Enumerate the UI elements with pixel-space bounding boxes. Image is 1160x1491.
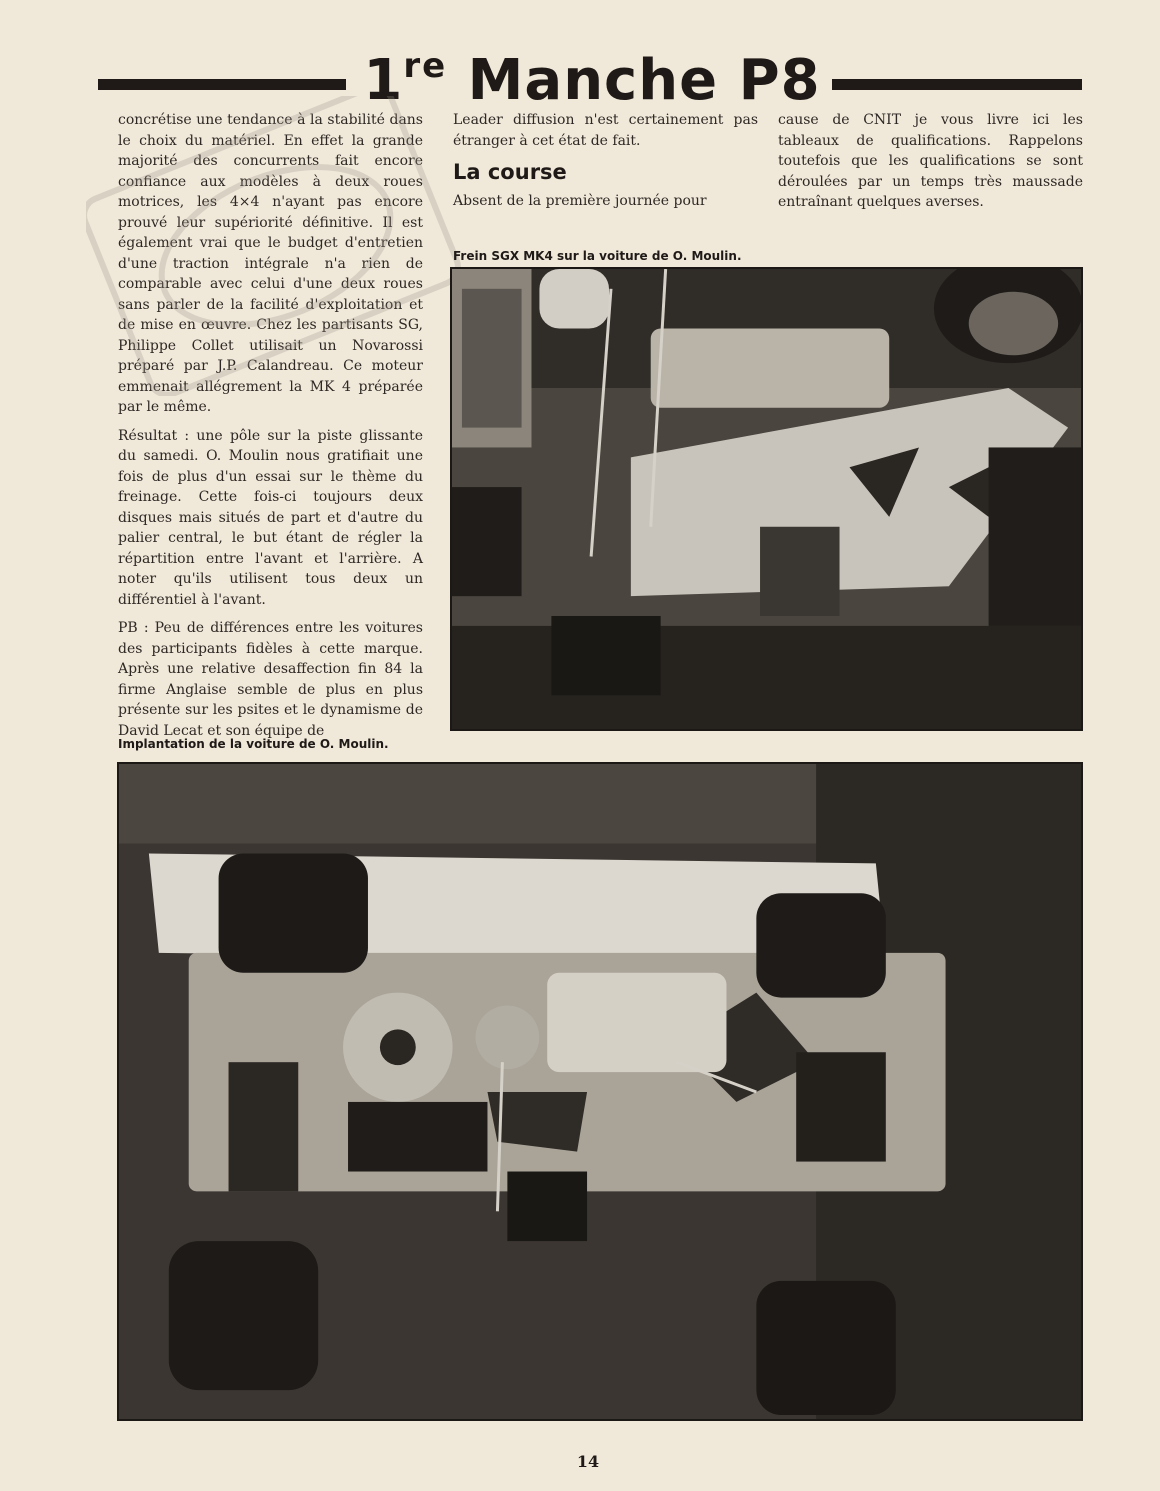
paragraph: Leader diffusion n'est certainement pas étranger à cet état de fait. xyxy=(453,112,758,149)
photo-caption-top: Frein SGX MK4 sur la voiture de O. Moulin. xyxy=(453,249,742,263)
title-superscript: re xyxy=(403,46,448,86)
title-main: Manche P8 xyxy=(467,48,821,113)
paragraph: cause de CNIT je vous livre ici les tableaux de qualifications. Rappelons toutefois que les qualifications se sont déroulées par un temps très maussade entraînant quelques averses. xyxy=(778,112,1083,210)
photo-car-layout xyxy=(117,762,1083,1421)
paragraph: Résultat : une pôle sur la piste glissante du samedi. O. Moulin nous gratifiait une fois de plus d'un essai sur le thème du freinage. Cette fois-ci toujours deux disques mais situés de part et d'autre du palier central, le but étant de régler la répartition entre l'avant et l'arrière. A noter qu'ils utilisent tous deux un différentiel à l'avant. xyxy=(118,427,423,608)
title-rule-right xyxy=(832,79,1082,90)
paragraph: concrétise une tendance à la stabilité dans le choix du matériel. En effet la grande majorité des concurrents fait encore confiance aux modèles à deux roues motrices, les 4×4 n'ayant pas encore prouvé leur supériorité définitive. Il est également vrai que le budget d'entretien d'une traction intégrale n'a rien de comparable avec celui d'une deux roues sans parler de la facilité d'exploitation et de mise en œuvre. Chez les partisants SG, Philippe Collet utilisait un Novarossi préparé par J.P. Calandreau. Ce moteur emmenait allégrement la MK 4 préparée par le même. xyxy=(118,112,423,415)
paragraph: PB : Peu de différences entre les voitures des participants fidèles à cette marque. Après une relative desaffection fin 84 la firme Anglaise semble de plus en plus présente sur les psites et le dynamisme de David Lecat et son équipe de xyxy=(118,620,423,739)
title-ordinal: 1 xyxy=(363,48,404,113)
page-number: 14 xyxy=(576,1452,600,1471)
article-column-right xyxy=(778,110,1083,221)
photo-brake-sgx xyxy=(450,267,1083,731)
article-column-middle xyxy=(453,110,758,220)
page-title xyxy=(350,28,834,113)
paragraph: Absent de la première journée pour xyxy=(453,193,707,209)
article-column-left xyxy=(118,110,423,749)
title-rule-left xyxy=(98,79,346,90)
section-heading: La course xyxy=(453,160,567,184)
photo-caption-bottom: Implantation de la voiture de O. Moulin. xyxy=(118,737,389,751)
